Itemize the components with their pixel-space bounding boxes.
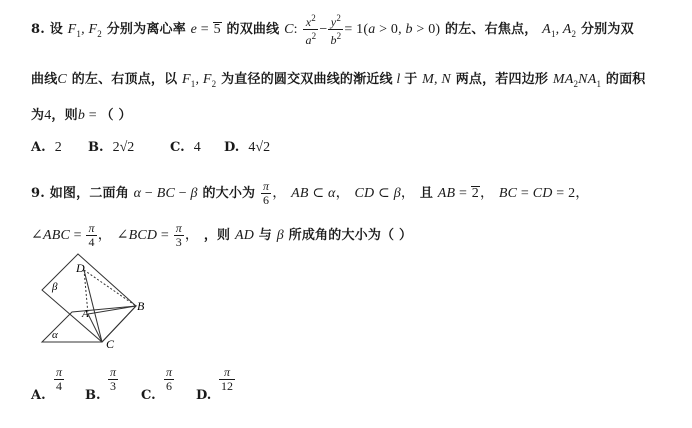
label-D: D [76,261,85,275]
hyperbola-x-frac: $\frac{x^2}{a^2}$ [305,13,317,47]
q9-option-c-frac[interactable]: π 6 [166,365,173,393]
q9-option-b-label[interactable]: B. [85,388,101,403]
q8-number: 8. [31,22,45,37]
q8-option-a[interactable]: A. 2 [31,140,62,155]
label-B: B [137,299,145,313]
dihedral-angle-figure [36,250,166,350]
q8-option-d[interactable]: D. 4√2 [224,140,271,155]
label-beta: β [52,281,58,293]
q8-option-b[interactable]: B. 2√2 [88,140,135,155]
q8-line-1: 8. 设 $F_1$, $F_2$ 分别为离心率 e = 5 的双曲线 C: $\frac{x^2}{a^2}$ − $\frac{y^2}{b^2}$ = 1(a > 0, b > 0) 的左、右焦点， $A_1$, $A_2$ 分别为双 [31,13,634,47]
q9-line-1: 9. 如图，二面角 α − BC − β 的大小为 $\frac{\pi}{6}$ ， AB ⊂ α， CD ⊂ β， 且 AB = 2， BC = CD = 2， [31,179,590,207]
hyperbola-y-frac: $\frac{y^2}{b^2}$ [330,13,342,47]
label-C: C [106,337,115,350]
q9-option-a-label[interactable]: A. [31,388,46,403]
q8-line-2: 曲线C 的左、右顶点，以 $F_1$, $F_2$ 为直径的圆交双曲线的渐近线 l 于 M, N 两点，若四边形 $MA_2NA_1$ 的面积 [31,72,646,89]
q9-option-d-frac[interactable]: π 12 [221,365,233,393]
q9-line-2: ∠ABC = $\frac{\pi}{4}$ ， ∠BCD = $\frac{\pi}{3}$ ， ，则 AD 与 β 所成角的大小为（ ） [31,221,413,249]
label-A: A [82,308,89,320]
q9-option-d-label[interactable]: D. [196,388,212,403]
q9-option-b-frac[interactable]: π 3 [110,365,117,393]
q9-option-c-label[interactable]: C. [141,388,156,403]
q9-option-a-frac[interactable]: π 4 [56,365,63,393]
q9-number: 9. [31,186,45,201]
label-alpha: α [52,329,58,341]
q8-option-c[interactable]: C. 4 [170,140,201,155]
q8-line-3: 为4，则b = （ ） [31,108,132,123]
